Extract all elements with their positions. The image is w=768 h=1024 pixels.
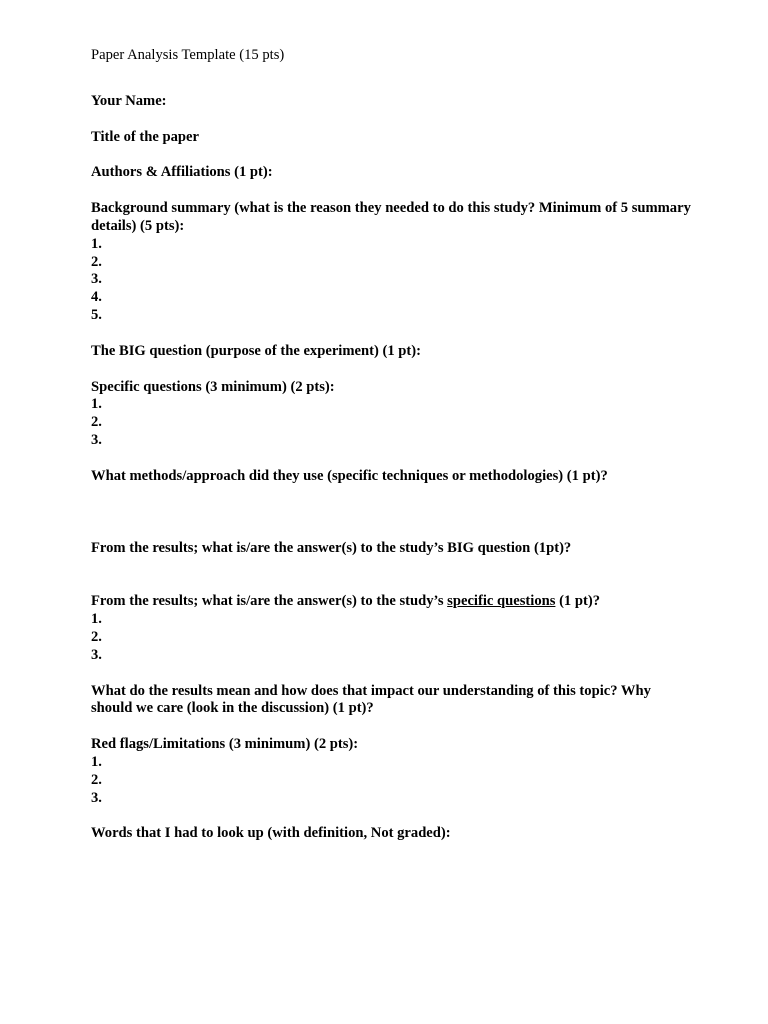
methods-label: What methods/approach did they use (specific techniques or methodologies) (1 pt)? [91,467,608,484]
specific-list [91,396,691,449]
background-section [91,200,691,325]
list-item: 3. [91,789,102,806]
results-specific-suffix: (1 pt)? [555,593,601,610]
results-specific-section [91,593,691,664]
results-specific-question [91,593,691,611]
list-item: 4. [91,289,102,306]
your-name-label: Your Name: [91,92,167,109]
results-specific-list [91,611,691,664]
red-flags-question: Red flags/Limitations (3 minimum) (2 pts): [91,736,359,753]
words-label: Words that I had to look up (with definition, Not graded): [91,825,451,842]
list-item: 1. [91,235,102,252]
results-specific-prefix: From the results; what is/are the answer(s) to the study’s [91,593,448,610]
list-item: 1. [91,611,102,628]
red-flags-section [91,736,691,807]
results-big-label: From the results; what is/are the answer(s) to the study’s BIG question (1pt)? [91,539,572,556]
background-question: Background summary (what is the reason they needed to do this study? Minimum of 5 summary details) (5 pts): [91,200,691,234]
meaning-label: What do the results mean and how does that impact our understanding of this topic? Why should we care (look in the discussion) (1 pt)? [91,682,651,717]
red-flags-list [91,754,691,807]
background-list [91,236,691,325]
authors-label: Authors & Affiliations (1 pt): [91,164,273,181]
specific-section [91,379,691,450]
big-question-label: The BIG question (purpose of the experiment) (1 pt): [91,342,421,359]
list-item: 3. [91,271,102,288]
list-item: 2. [91,628,102,645]
list-item: 2. [91,771,102,788]
list-item: 2. [91,253,102,270]
document-page [91,47,691,861]
list-item: 1. [91,753,102,770]
document-title: Paper Analysis Template (15 pts) [91,47,285,63]
results-specific-underlined: specific questions [447,593,556,610]
list-item: 1. [91,396,102,413]
list-item: 5. [91,306,102,323]
paper-title-label: Title of the paper [91,128,199,145]
list-item: 3. [91,646,102,663]
list-item: 2. [91,414,102,431]
list-item: 3. [91,431,102,448]
specific-question: Specific questions (3 minimum) (2 pts): [91,378,335,395]
